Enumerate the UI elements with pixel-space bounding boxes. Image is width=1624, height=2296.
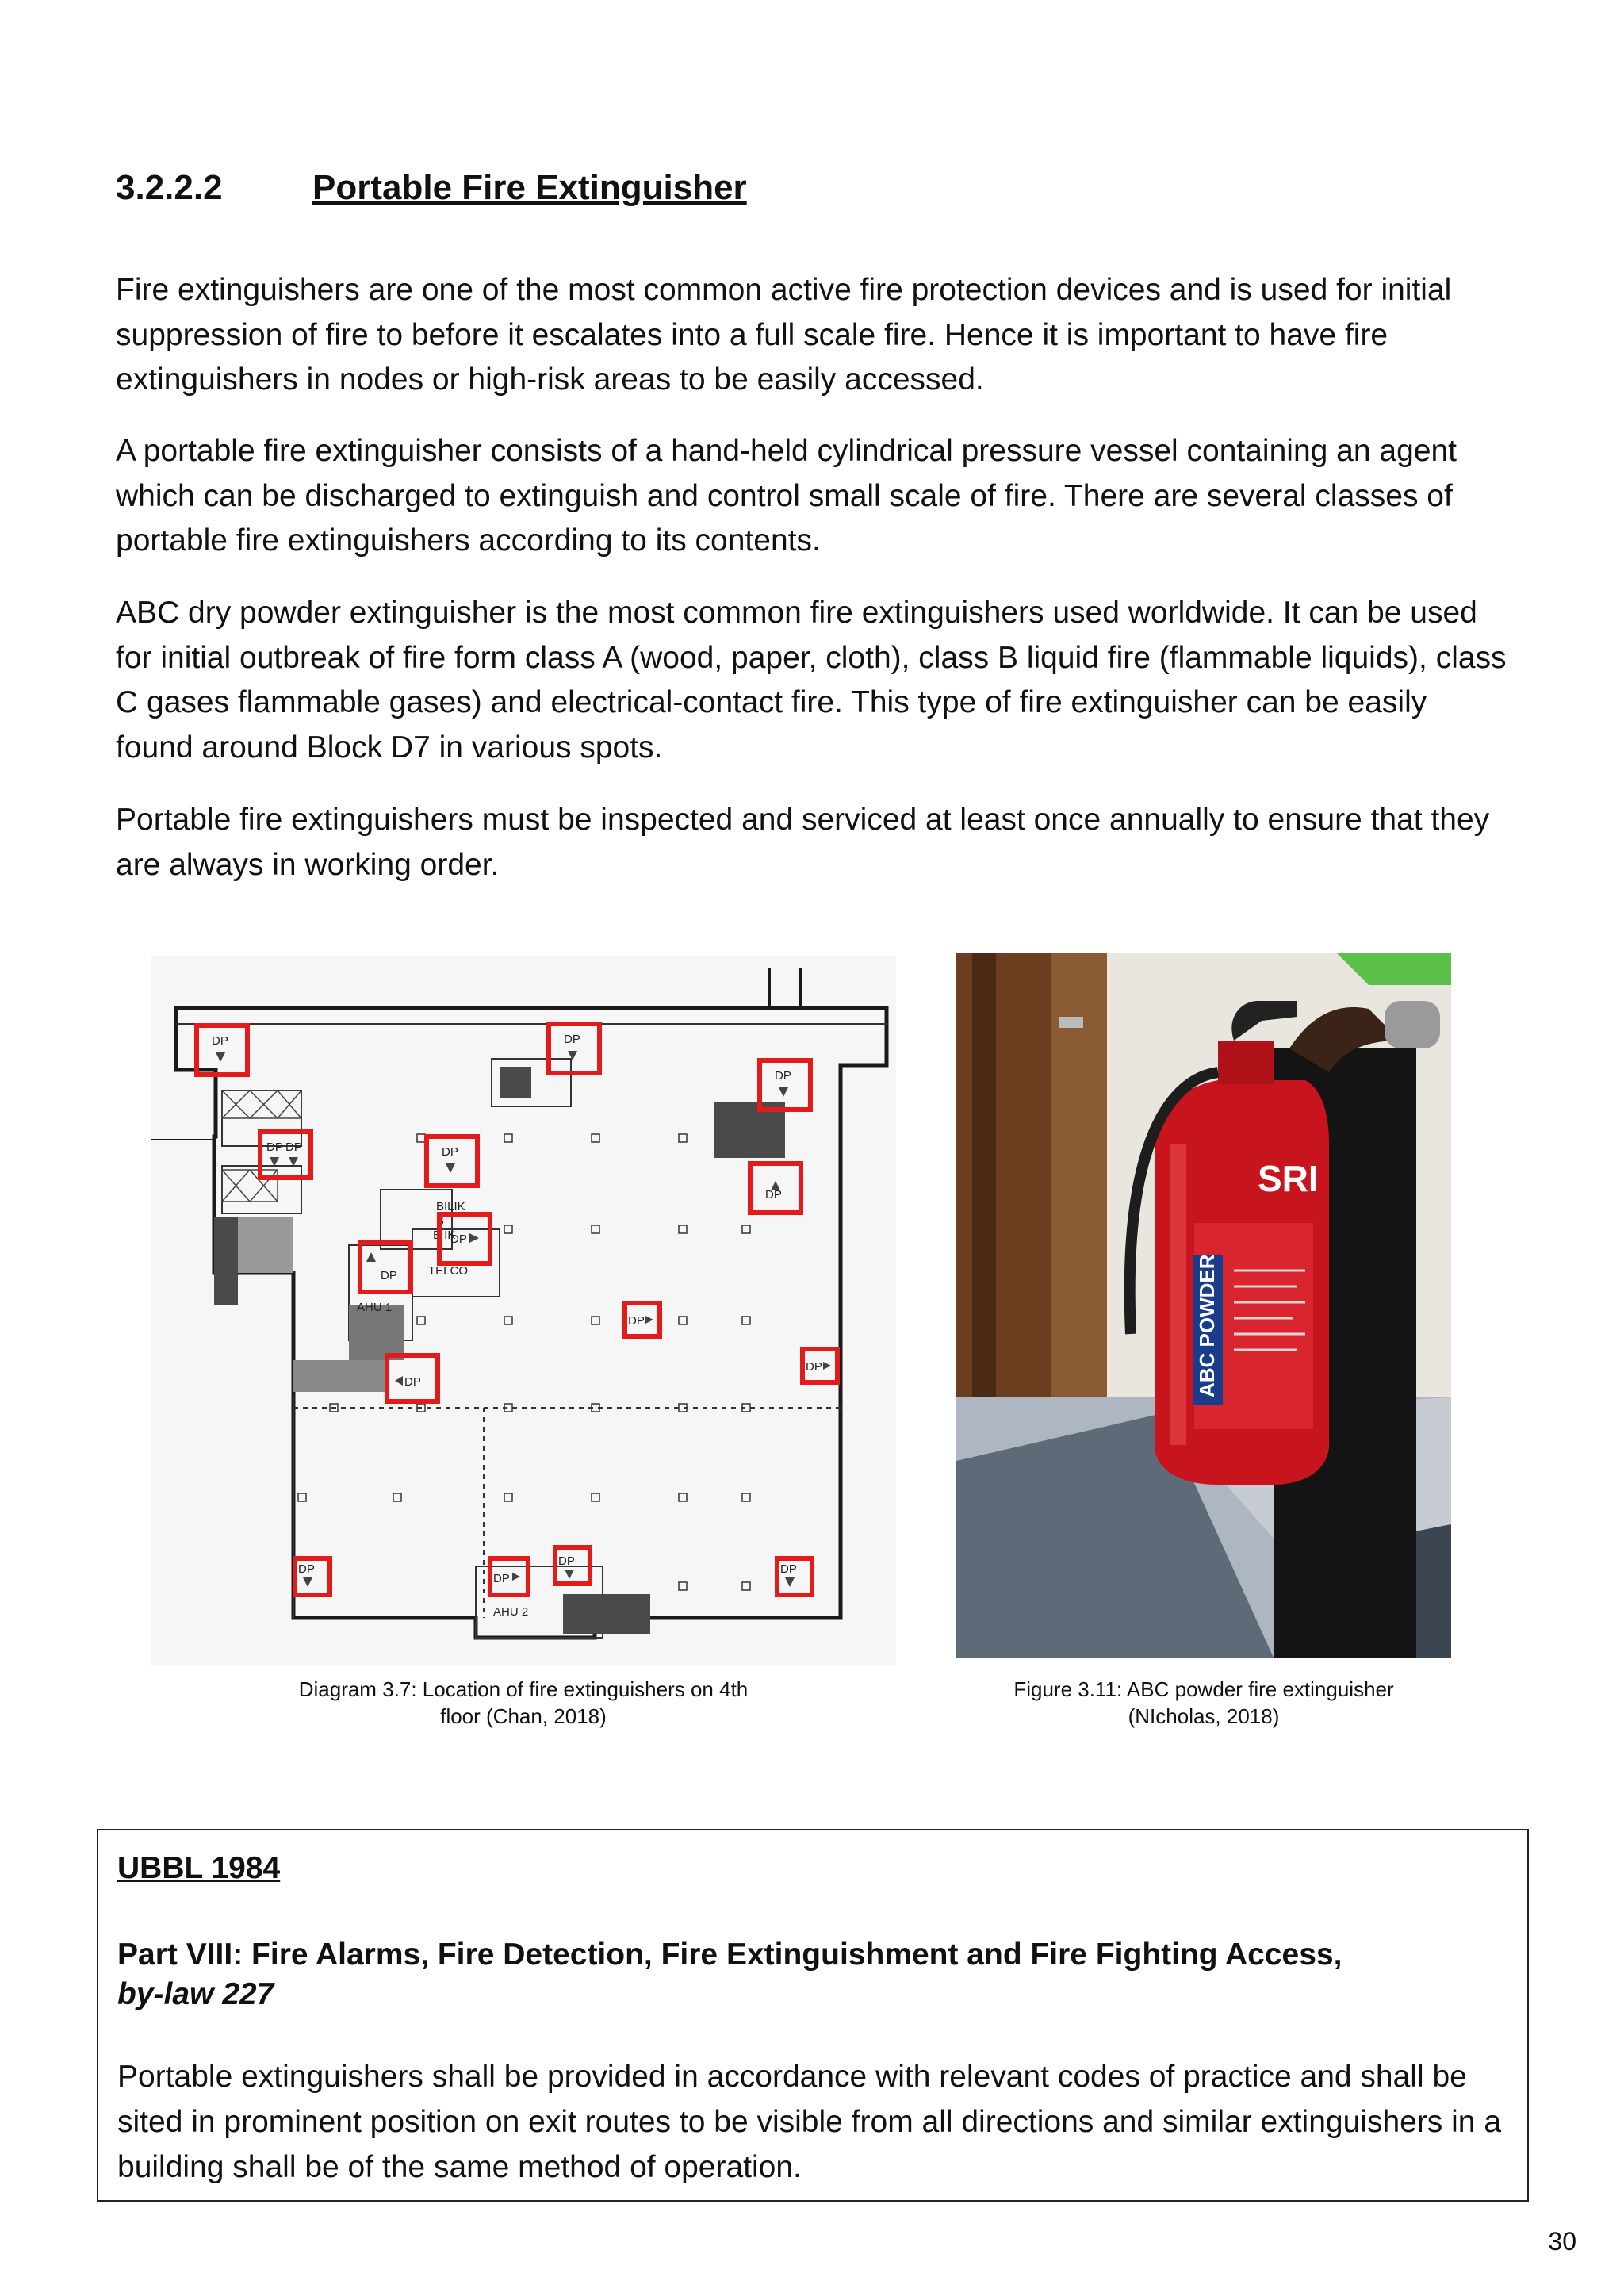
ubbl-code: UBBL 1984: [117, 1851, 281, 1885]
photo-caption: [956, 1676, 1451, 1730]
svg-text:DP: DP: [493, 1572, 510, 1585]
photo-caption-line-1: Figure 3.11: ABC powder fire extinguisher: [1013, 1677, 1394, 1701]
floor-plan-caption-line-2: floor (Chan, 2018): [440, 1704, 607, 1728]
svg-text:DP: DP: [404, 1375, 421, 1389]
section-number: 3.2.2.2: [116, 168, 223, 207]
svg-text:DP: DP: [775, 1069, 791, 1083]
room-label-bik: B IK: [433, 1228, 456, 1242]
ubbl-requirement-box: [97, 1829, 1529, 2202]
section-heading: [116, 168, 747, 208]
ubbl-part-title: Part VIII: Fire Alarms, Fire Detection, Fire Extinguishment and Fire Fighting Access,: [117, 1938, 1342, 1972]
room-label-b: B: [436, 1214, 445, 1228]
ubbl-text: Portable extinguishers shall be provided in accordance with relevant codes of practice and shall be sited in prominent position on exit routes to be visible from all directions and similar extinguishers in a building shall be of the same method of operation.: [117, 2060, 1502, 2184]
svg-text:DP: DP: [298, 1562, 315, 1576]
floor-plan-caption: [151, 1676, 896, 1730]
paragraph-3: ABC dry powder extinguisher is the most common fire extinguishers used worldwide. It can be used for initial outbreak of fire form class A (wood, paper, cloth), class B liquid fire (flammable liquids), class C gases flammable gases) and electrical-contact fire. This type of fire extinguisher can be easily found around Block D7 in various spots.: [116, 596, 1507, 765]
floor-plan-caption-line-1: Diagram 3.7: Location of fire extinguishers on 4th: [298, 1677, 749, 1701]
svg-text:DP: DP: [212, 1034, 228, 1048]
page-number: 30: [1548, 2227, 1576, 2256]
svg-text:DP: DP: [806, 1360, 822, 1374]
room-label-ahu-1: AHU 1: [357, 1301, 393, 1314]
svg-text:DP: DP: [564, 1033, 580, 1046]
svg-text:DP: DP: [780, 1562, 797, 1576]
svg-text:DP: DP: [558, 1554, 575, 1568]
svg-text:DP: DP: [450, 1232, 467, 1246]
ubbl-part-heading: [117, 1935, 1497, 2014]
paragraph-2: A portable fire extinguisher consists of a hand-held cylindrical pressure vessel containing an agent which can be discharged to extinguish and control small scale of fire. There are several classes of portable fire extinguishers according to its contents.: [116, 434, 1457, 558]
svg-text:DP: DP: [765, 1188, 782, 1202]
paragraph-1: Fire extinguishers are one of the most common active fire protection devices and is used for initial suppression of fire to before it escalates into a full scale fire. Hence it is important to have fire extinguishers in nodes or high-risk areas to be easily accessed.: [116, 273, 1452, 397]
extinguisher-photo: [956, 953, 1451, 1658]
extinguisher-label-text: ABC POWDER: [1195, 1254, 1219, 1397]
ubbl-bylaw: by-law 227: [117, 1977, 274, 2011]
svg-text:DP: DP: [628, 1314, 645, 1328]
room-label-bilik: BILIK: [436, 1200, 465, 1213]
floor-plan-diagram: [151, 956, 896, 1665]
photo-caption-line-2: (NIcholas, 2018): [1128, 1704, 1280, 1728]
paragraph-4: Portable fire extinguishers must be inspected and serviced at least once annually to ensure that they are always in working order.: [116, 803, 1490, 882]
section-title: Portable Fire Extinguisher: [312, 168, 747, 207]
room-label-telco: TELCO: [428, 1264, 469, 1278]
svg-text:DP: DP: [381, 1269, 397, 1282]
svg-text:DP: DP: [442, 1145, 458, 1159]
svg-text:DP: DP: [266, 1140, 283, 1154]
svg-text:DP: DP: [285, 1140, 302, 1154]
room-label-ahu-2: AHU 2: [493, 1605, 529, 1619]
extinguisher-brand-text: SRI: [1258, 1158, 1319, 1199]
